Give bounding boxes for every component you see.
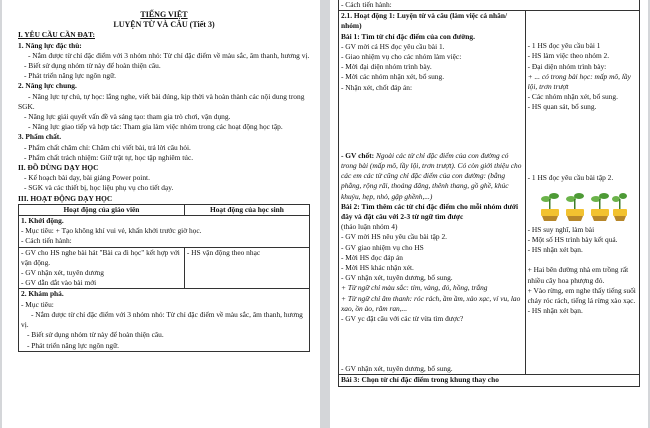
table-header-teacher: Hoạt động của giáo viên <box>19 204 185 215</box>
document-page-left <box>2 0 320 428</box>
subheading-1: 1. Năng lực đặc thù: <box>18 40 82 50</box>
row-text: - 1 HS đọc yêu cầu bài 1 <box>527 41 601 51</box>
row-text: + Vào rừng, em nghe thấy tiếng suối chảy róc rách, tiếng lá rừng xào xạc. <box>527 285 636 306</box>
row-text: - HS nhận xét bạn. <box>527 306 583 316</box>
row-text: - GV yc đặt câu với các từ vừa tìm được? <box>341 314 464 324</box>
row-text: - Mời HS khác nhận xét. <box>341 263 414 273</box>
row-text: - 1 HS đọc yêu cầu bài tập 2. <box>527 172 614 182</box>
row-text: - Cách tiến hành: <box>341 0 392 9</box>
row-text: - HS suy nghĩ, làm bài <box>527 224 595 234</box>
activity-table-continued <box>338 0 640 387</box>
table-row <box>19 289 310 351</box>
para: - Năng lực tự chủ, tự học: lắng nghe, viết bài đúng, kịp thời và hoàn thành các nội dung trong SGK. <box>18 91 305 111</box>
document-page-right <box>330 0 648 428</box>
section-heading-2: II. ĐỒ DÙNG DẠY HỌC <box>18 163 99 173</box>
row-text: - Mời HS đọc đáp án <box>341 252 403 262</box>
row-text: - Cách tiến hành: <box>21 236 72 246</box>
row-text: - HS làm việc theo nhóm 2. <box>527 51 610 61</box>
para: - Năng lực giao tiếp và hợp tác: Tham gia làm việc nhóm trong các hoạt động học tập. <box>28 122 283 132</box>
row-text: + ... có trong bài học: mấp mô, lầy lội, trơn trượt <box>527 71 631 92</box>
para: - SGK và các thiết bị, học liệu phụ vụ cho tiết dạy. <box>24 183 174 193</box>
activity-heading: 2.1. Hoạt động 1: Luyện từ và câu (làm việc cá nhân/ nhóm) <box>341 11 508 31</box>
para: - Kế hoạch bài dạy, bài giảng Power point. <box>24 173 150 183</box>
table-cell-student <box>525 11 639 375</box>
para: - Phẩm chất trách nhiệm: Giữ trật tự, học tập nghiêm túc. <box>24 152 194 162</box>
row-heading: 1. Khởi động. <box>21 216 64 226</box>
table-cell-teacher <box>339 11 526 375</box>
row-text: - GV nhận xét, tuyên dương, bổ sung. <box>341 364 453 374</box>
row-text: + Hai bên đường nhà em trồng rất nhiều cây hoa phượng đỏ. <box>527 265 629 285</box>
row-text: - Nhận xét, chốt đáp án: <box>341 82 413 92</box>
para: - Phẩm chất chăm chỉ: Chăm chỉ viết bài, trả lời câu hỏi. <box>24 142 191 152</box>
exercise-heading: Bài 3: Chọn từ chỉ đặc điểm trong khung thay cho <box>341 375 499 385</box>
table-cell-teacher <box>19 247 185 289</box>
row-text: - Một số HS trình bày kết quả. <box>527 235 618 245</box>
row-text: - Mời các nhóm nhận xét, bổ sung. <box>341 72 445 82</box>
conclusion-label: - GV chốt: <box>341 150 375 160</box>
row-text: + Từ ngữ chỉ màu sắc: tím, vàng, đỏ, hồng, trắng <box>341 283 488 293</box>
plant-pots-illustration <box>536 187 628 223</box>
row-text: - Mục tiêu: <box>21 299 54 309</box>
row-text: - GV nhận xét, tuyên dương <box>21 268 104 278</box>
row-text: - Mời đại diện nhóm trình bày. <box>341 62 432 72</box>
conclusion-text: Ngoài các từ chỉ đặc điểm của con đường có trong bài (mấp mô, lầy lội, trơn trượt). Có còn giới thiệu cho các em các từ cũng chỉ đặc điểm của con đường: (bằng phẳng, rộng rãi, thoáng đãng, thênh thang, gồ ghề, khúc khuỷu, hẹp, nhỏ, gập ghềnh,...) <box>341 150 522 201</box>
para: - Biết sử dụng nhóm từ này để hoàn thiện câu. <box>24 61 161 71</box>
section-heading-1: I. YÊU CẦU CẦN ĐẠT: <box>18 30 95 40</box>
activity-table <box>18 204 310 352</box>
row-text: - Mục tiêu: + Tạo không khí vui vẻ, khấn khởi trước giờ học. <box>21 226 202 236</box>
row-text: - Các nhóm nhận xét, bổ sung. <box>527 92 618 102</box>
row-text: - Đại diện nhóm trình bày: <box>527 61 607 71</box>
para: - Nắm được từ chỉ đặc điểm với 3 nhóm nhỏ: Từ chỉ đặc điểm về màu sắc, âm thanh, hương vị. <box>28 50 310 60</box>
exercise-heading: Bài 1: Tìm từ chỉ đặc điểm của con đường. <box>341 31 475 41</box>
table-row <box>19 216 310 248</box>
teacher-conclusion <box>341 151 523 202</box>
row-text: - GV cho HS nghe bài hát "Bài ca đi học" kết hợp với vận động. <box>21 247 180 267</box>
row-text: - Nắm được từ chỉ đặc điểm với 3 nhóm nhỏ: Từ chỉ đặc điểm về màu sắc, âm thanh, hương vị. <box>21 309 303 330</box>
row-text: - GV mời HS nêu yêu cầu bài tập 2. <box>341 232 447 242</box>
lesson-title: LUYỆN TỪ VÀ CÂU (Tiết 3) <box>113 20 215 30</box>
row-text: - GV dẫn dắt vào bài mới <box>21 278 97 288</box>
row-text: (thảo luận nhóm 4) <box>341 222 398 232</box>
subject-title: TIẾNG VIỆT <box>140 10 188 19</box>
table-row <box>339 0 640 11</box>
row-text: - HS vận động theo nhạc <box>186 247 261 257</box>
subheading-3: 3. Phẩm chất. <box>18 132 62 142</box>
section-heading-3: III. HOẠT ĐỘNG DẠY HỌC <box>18 193 113 203</box>
row-text: - Phát triển năng lực ngôn ngữ. <box>27 340 119 350</box>
exercise-heading: Bài 2: Tìm thêm các từ chỉ đặc điểm cho mỗi nhóm dưới đây và đặt câu với 2-3 từ ngữ tìm được <box>341 201 519 222</box>
subheading-2: 2. Năng lực chung. <box>18 81 77 91</box>
row-text: - GV nhận xét, tuyên dương, bổ sung. <box>341 273 453 283</box>
row-heading: 2. Khám phá. <box>21 289 64 299</box>
row-text: - HS quan sát, bổ sung. <box>527 102 597 112</box>
para: - Năng lực giải quyết vấn đề và sáng tạo: tham gia trò chơi, vận dụng. <box>24 112 231 122</box>
row-text: - Biết sử dụng nhóm từ này để hoàn thiện câu. <box>27 330 164 340</box>
table-row <box>339 375 640 386</box>
row-text: - GV mời cá HS đọc yêu cầu bài 1. <box>341 41 445 51</box>
row-text: - GV giao nhiệm vụ cho HS <box>341 242 424 252</box>
row-text: + Từ ngữ chỉ âm thanh: róc rách, ầm ầm, xào xạc, ví vu, lao xao, ồn ào, râm ran,... <box>341 293 521 313</box>
table-header-student: Hoạt động của học sinh <box>184 204 309 215</box>
table-cell-student <box>184 247 309 289</box>
row-text: - HS nhận xét bạn. <box>527 245 583 255</box>
row-text: - Giao nhiệm vụ cho các nhóm làm việc: <box>341 52 462 62</box>
para: - Phát triển năng lực ngôn ngữ. <box>24 71 116 81</box>
